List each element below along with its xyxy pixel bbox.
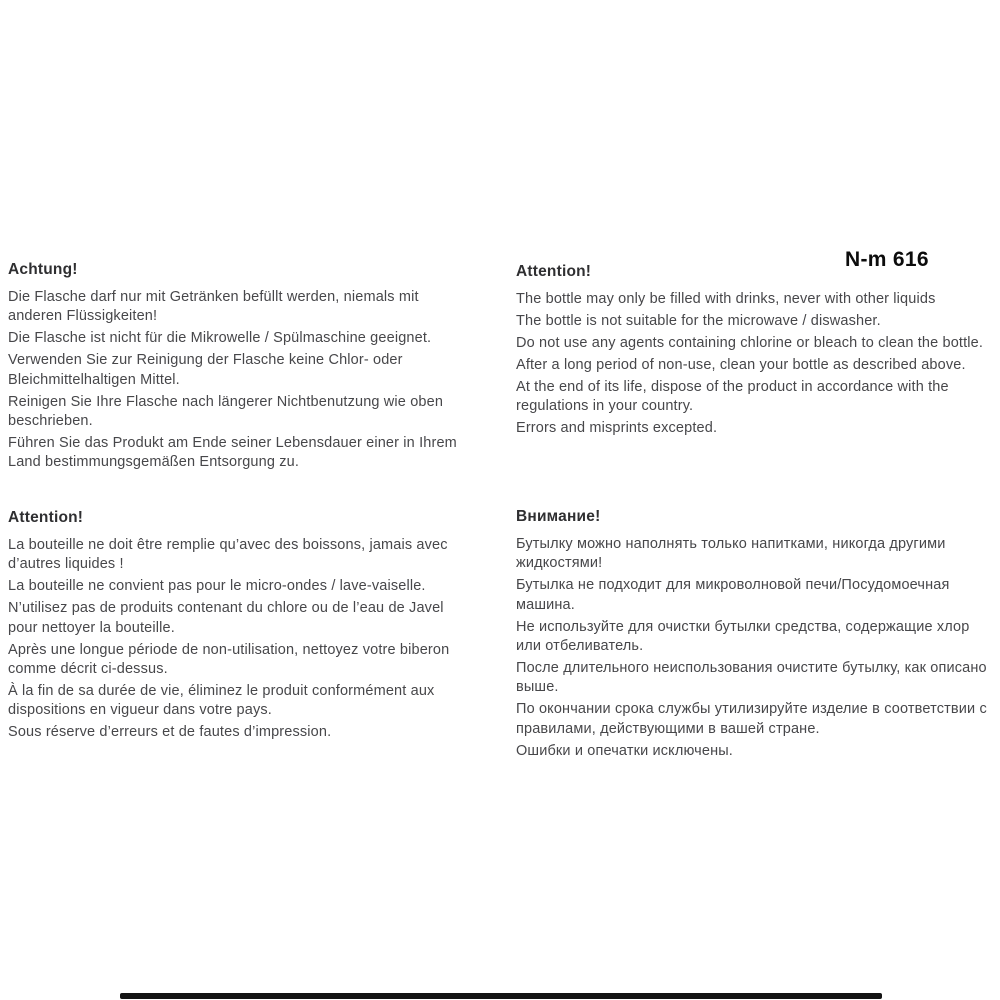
section-body-english — [516, 290, 992, 438]
paragraph: Reinigen Sie Ihre Flasche nach längerer Nichtbenutzung wie oben beschrieben. — [8, 393, 444, 429]
section-french — [8, 508, 470, 745]
paragraph: At the end of its life, dispose of the product in accordance with the regulations in your country. — [516, 378, 949, 415]
paragraph: Do not use any agents containing chlorine or bleach to clean the bottle. — [516, 334, 984, 351]
paragraph: N’utilisez pas de produits contenant du chlore ou de l’eau de Javel pour nettoyer la bouteille. — [8, 600, 444, 636]
paragraph: Führen Sie das Produkt am Ende seiner Lebensdauer einer in Ihrem Land bestimmungsgemäßen Entsorgung zu. — [8, 434, 457, 471]
product-code: N-m 616 — [845, 248, 929, 271]
section-heading-english: Attention! — [516, 263, 592, 280]
bottom-divider-bar — [120, 993, 882, 999]
paragraph: After a long period of non-use, clean your bottle as described above. — [516, 356, 966, 373]
paragraph: À la fin de sa durée de vie, éliminez le produit conformément aux dispositions en vigueur dans votre pays. — [8, 682, 435, 719]
section-body-german — [8, 288, 470, 473]
paragraph: По окончании срока службы утилизируйте изделие в соответствии с правилами, действующими в вашей стране. — [516, 701, 987, 737]
paragraph: Verwenden Sie zur Reinigung der Flasche keine Chlor- oder Bleichmittelhaltigen Mittel. — [8, 352, 403, 388]
paragraph: После длительного неиспользования очистите бутылку, как описано выше. — [516, 659, 987, 696]
section-heading-german: Achtung! — [8, 261, 78, 278]
section-english — [516, 262, 992, 441]
section-heading-french: Attention! — [8, 509, 84, 526]
paragraph: The bottle is not suitable for the microwave / diswasher. — [516, 312, 881, 329]
paragraph: Die Flasche ist nicht für die Mikrowelle / Spülmaschine geeignet. — [8, 330, 432, 347]
paragraph: Бутылку можно наполнять только напитками, никогда другими жидкостями! — [516, 536, 946, 572]
paragraph: Après une longue période de non-utilisation, nettoyez votre biberon comme décrit ci-dessus. — [8, 641, 450, 677]
section-heading-russian: Внимание! — [516, 508, 601, 525]
paragraph: Не используйте для очистки бутылки средства, содержащие хлор или отбеливатель. — [516, 618, 970, 655]
paragraph: Ошибки и опечатки исключены. — [516, 742, 733, 759]
section-german — [8, 260, 470, 475]
paragraph: Sous réserve d’erreurs et de fautes d’impression. — [8, 724, 332, 741]
paragraph: The bottle may only be filled with drinks, never with other liquids — [516, 291, 936, 307]
section-russian — [516, 507, 993, 763]
paragraph: Бутылка не подходит для микроволновой печи/Посудомоечная машина. — [516, 577, 950, 613]
section-body-russian — [516, 535, 993, 761]
paragraph: La bouteille ne convient pas pour le micro-ondes / lave-vaiselle. — [8, 578, 426, 595]
section-body-french — [8, 536, 470, 743]
paragraph: Die Flasche darf nur mit Getränken befüllt werden, niemals mit anderen Flüssigkeiten! — [8, 289, 419, 325]
paragraph: La bouteille ne doit être remplie qu’avec des boissons, jamais avec d’autres liquides ! — [8, 537, 448, 573]
paragraph: Errors and misprints excepted. — [516, 419, 718, 436]
